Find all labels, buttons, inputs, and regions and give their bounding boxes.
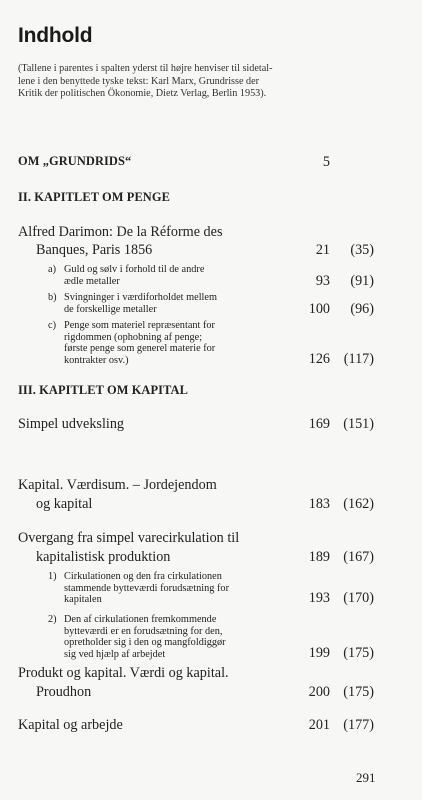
toc-page-number: 193 (308, 590, 330, 606)
toc-subentry-line: første penge som generel materie for (64, 343, 216, 354)
toc-page-number: 199 (308, 645, 330, 661)
toc-page-number: 100 (308, 301, 330, 317)
toc-page-number: 126 (308, 351, 330, 367)
page-folio-number: 291 (356, 770, 376, 785)
chapter-title: II. KAPITLET OM PENGE (18, 190, 170, 204)
toc-subentry-line: ædle metaller (64, 275, 120, 287)
toc-subentry-line: stammende bytteværdi forudsætning for (64, 582, 230, 594)
toc-page-number: 189 (308, 549, 330, 565)
toc-subentry-line: kapitalen (64, 594, 102, 605)
toc-german-page: (151) (343, 416, 374, 432)
toc-subentry-label: 2) (48, 614, 57, 625)
toc-subentry-line: rigdommen (ophobning af penge; (64, 331, 203, 343)
intro-line: (Tallene i parentes i spalten yderst til højre henviser til sidetal- (18, 63, 273, 74)
toc-german-page: (96) (350, 301, 374, 317)
toc-entry-line: og kapital (36, 496, 93, 512)
intro-line: Kritik der politischen Ökonomie, Dietz Verlag, Berlin 1953). (18, 88, 267, 99)
toc-german-page: (170) (343, 590, 374, 606)
toc-entry-line: Simpel udveksling (18, 416, 125, 432)
toc-subentry-label: c) (48, 320, 56, 331)
page-title: Indhold (18, 24, 93, 47)
toc-subentry-line: Den af cirkulationen fremkommende (64, 614, 217, 625)
chapter-title: III. KAPITLET OM KAPITAL (18, 383, 188, 397)
toc-subentry-line: Guld og sølv i forhold til de andre (64, 264, 205, 275)
toc-page-number: 93 (315, 273, 330, 289)
toc-subentry-label: a) (48, 264, 56, 275)
toc-german-page: (117) (343, 351, 374, 367)
toc-page-number: 201 (308, 717, 330, 733)
toc-subentry-line: opretholder sig i den og mangfoldiggør (64, 637, 226, 648)
toc-page-number: 169 (308, 416, 330, 432)
toc-subentry-line: sig ved hjælp af arbejdet (64, 648, 166, 660)
toc-entry-line: Kapital. Værdisum. – Jordejendom (18, 477, 217, 493)
intro-line: lene i den benyttede tyske tekst: Karl Marx, Grundrisse der (18, 75, 260, 87)
toc-german-page: (162) (343, 496, 374, 512)
toc-entry-line: Banques, Paris 1856 (36, 242, 153, 258)
toc-german-page: (175) (343, 684, 374, 700)
toc-entry-title: OM „GRUNDRIDS“ (18, 154, 132, 168)
toc-page-number: 183 (308, 496, 330, 512)
toc-german-page: (175) (343, 645, 374, 661)
toc-german-page: (91) (350, 273, 374, 289)
toc-german-page: (35) (350, 242, 374, 258)
toc-page-number: 21 (315, 242, 330, 258)
toc-page-number: 200 (308, 684, 330, 700)
toc-subentry-line: Penge som materiel repræsentant for (64, 320, 215, 331)
toc-page-number: 5 (322, 154, 330, 170)
toc-german-page: (167) (343, 549, 374, 565)
toc-entry-line: Alfred Darimon: De la Réforme des (18, 224, 223, 240)
toc-entry-line: Proudhon (36, 684, 92, 700)
intro-note (18, 63, 396, 101)
toc-subentry-line: kontrakter osv.) (64, 354, 129, 366)
toc-subentry-line: Cirkulationen og den fra cirkulationen (64, 571, 222, 582)
toc-subentry-line: de forskellige metaller (64, 303, 157, 315)
toc-entry-line: Produkt og kapital. Værdi og kapital. (18, 665, 229, 681)
toc-subentry-label: 1) (48, 571, 57, 582)
toc-subentry-line: bytteværdi er en forudsætning for den, (64, 625, 223, 637)
toc-subentry-label: b) (48, 292, 57, 303)
toc-german-page: (177) (343, 717, 374, 733)
toc-entry-line: kapitalistisk produktion (36, 549, 171, 565)
toc-entry-line: Overgang fra simpel varecirkulation til (18, 530, 240, 546)
toc-entry-line: Kapital og arbejde (18, 717, 123, 733)
toc-subentry-line: Svingninger i værdiforholdet mellem (64, 292, 218, 303)
